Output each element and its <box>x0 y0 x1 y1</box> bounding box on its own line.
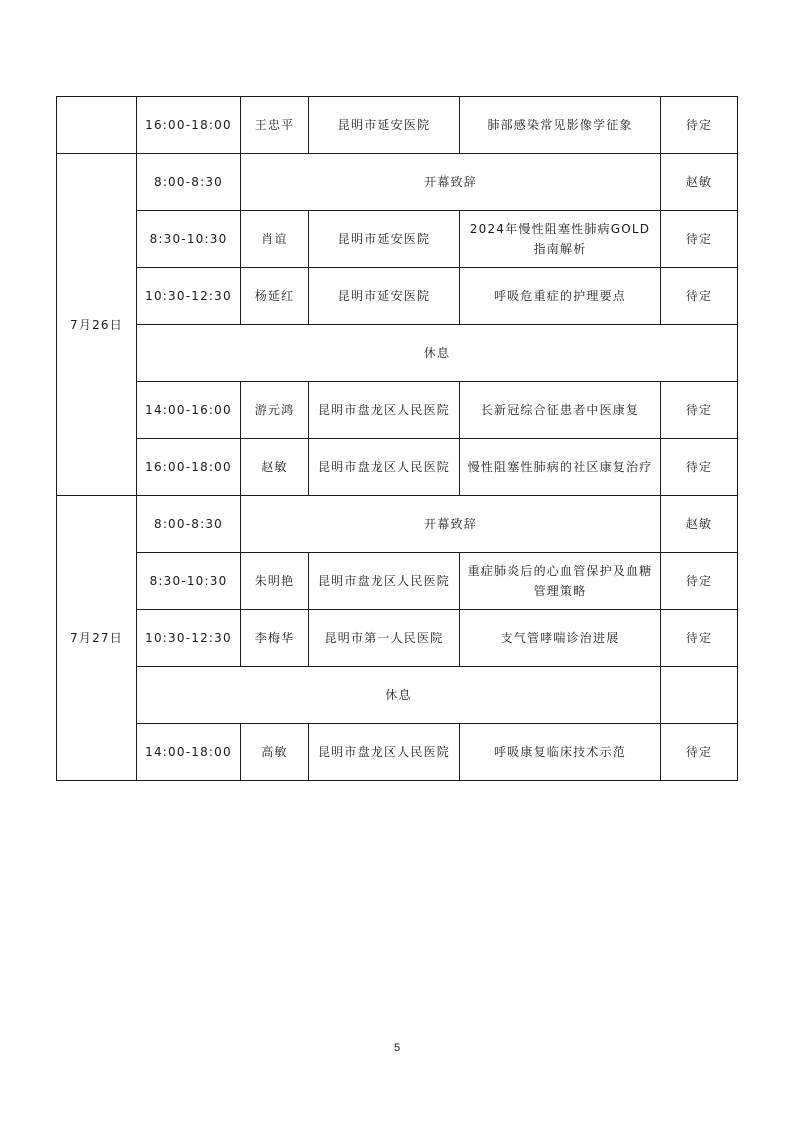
date-cell-empty <box>57 97 137 154</box>
hospital-cell: 昆明市延安医院 <box>309 97 460 154</box>
table-row <box>57 553 738 610</box>
opening-remarks-cell: 开幕致辞 <box>241 154 661 211</box>
speaker-cell: 杨延红 <box>241 268 309 325</box>
hospital-cell: 昆明市盘龙区人民医院 <box>309 724 460 781</box>
time-cell: 8:00-8:30 <box>137 496 241 553</box>
schedule-table <box>56 96 738 781</box>
hospital-cell: 昆明市第一人民医院 <box>309 610 460 667</box>
break-cell: 休息 <box>137 667 661 724</box>
time-cell: 8:30-10:30 <box>137 211 241 268</box>
host-cell: 赵敏 <box>661 496 738 553</box>
topic-cell: 慢性阻塞性肺病的社区康复治疗 <box>460 439 661 496</box>
hospital-cell: 昆明市盘龙区人民医院 <box>309 553 460 610</box>
host-cell: 待定 <box>661 97 738 154</box>
time-cell: 8:30-10:30 <box>137 553 241 610</box>
time-cell: 8:00-8:30 <box>137 154 241 211</box>
host-cell: 待定 <box>661 439 738 496</box>
host-cell: 待定 <box>661 211 738 268</box>
table-row <box>57 325 738 382</box>
speaker-cell: 王忠平 <box>241 97 309 154</box>
table-row <box>57 268 738 325</box>
time-cell: 16:00-18:00 <box>137 97 241 154</box>
time-cell: 10:30-12:30 <box>137 610 241 667</box>
topic-cell: 重症肺炎后的心血管保护及血糖管理策略 <box>460 553 661 610</box>
date-cell: 7月27日 <box>57 496 137 781</box>
table-row <box>57 667 738 724</box>
speaker-cell: 朱明艳 <box>241 553 309 610</box>
topic-cell: 支气管哮喘诊治进展 <box>460 610 661 667</box>
table-row <box>57 382 738 439</box>
table-row <box>57 211 738 268</box>
hospital-cell: 昆明市盘龙区人民医院 <box>309 382 460 439</box>
speaker-cell: 赵敏 <box>241 439 309 496</box>
table-row <box>57 724 738 781</box>
topic-cell: 呼吸危重症的护理要点 <box>460 268 661 325</box>
hospital-cell: 昆明市延安医院 <box>309 268 460 325</box>
time-cell: 16:00-18:00 <box>137 439 241 496</box>
host-cell: 待定 <box>661 610 738 667</box>
topic-cell: 呼吸康复临床技术示范 <box>460 724 661 781</box>
host-cell: 待定 <box>661 382 738 439</box>
table-row <box>57 496 738 553</box>
topic-cell: 肺部感染常见影像学征象 <box>460 97 661 154</box>
host-cell: 待定 <box>661 724 738 781</box>
host-cell: 待定 <box>661 268 738 325</box>
break-cell: 休息 <box>137 325 738 382</box>
topic-cell: 2024年慢性阻塞性肺病GOLD指南解析 <box>460 211 661 268</box>
host-cell: 待定 <box>661 553 738 610</box>
table-row <box>57 610 738 667</box>
table-row <box>57 97 738 154</box>
opening-remarks-cell: 开幕致辞 <box>241 496 661 553</box>
topic-cell: 长新冠综合征患者中医康复 <box>460 382 661 439</box>
hospital-cell: 昆明市延安医院 <box>309 211 460 268</box>
host-cell: 赵敏 <box>661 154 738 211</box>
time-cell: 14:00-16:00 <box>137 382 241 439</box>
speaker-cell: 李梅华 <box>241 610 309 667</box>
host-cell-empty <box>661 667 738 724</box>
table-row <box>57 439 738 496</box>
speaker-cell: 游元鸿 <box>241 382 309 439</box>
time-cell: 10:30-12:30 <box>137 268 241 325</box>
page-number: 5 <box>393 1042 401 1054</box>
speaker-cell: 肖谊 <box>241 211 309 268</box>
speaker-cell: 高敏 <box>241 724 309 781</box>
date-cell: 7月26日 <box>57 154 137 496</box>
hospital-cell: 昆明市盘龙区人民医院 <box>309 439 460 496</box>
table-row <box>57 154 738 211</box>
time-cell: 14:00-18:00 <box>137 724 241 781</box>
